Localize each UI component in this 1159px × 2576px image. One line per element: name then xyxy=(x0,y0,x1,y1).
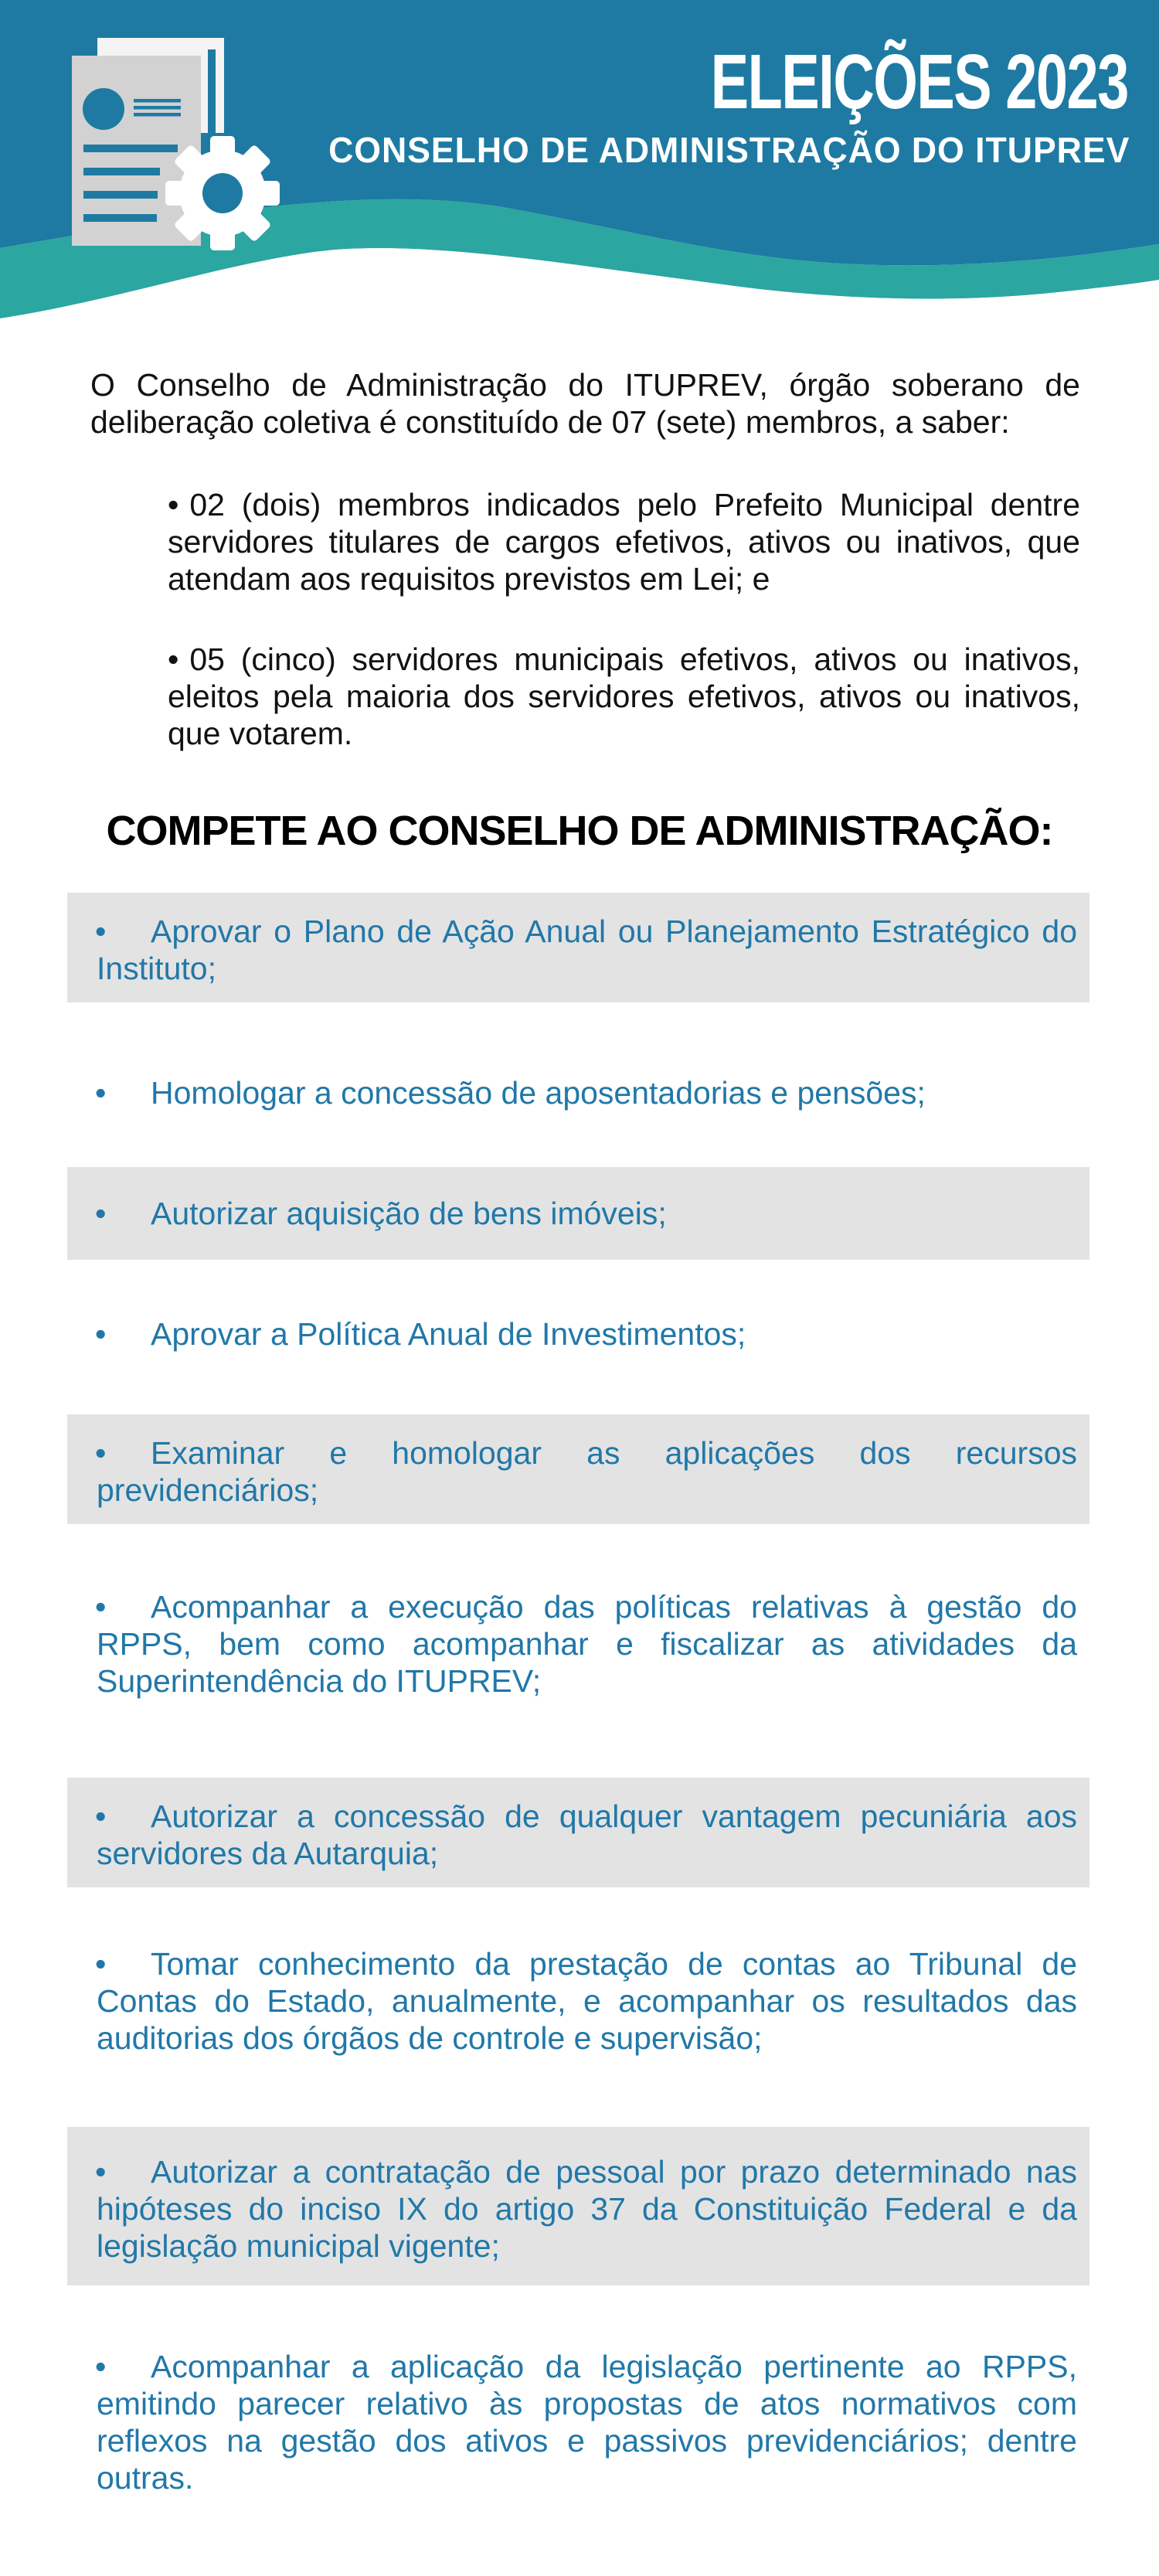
gear-icon xyxy=(165,136,280,250)
bullet-icon: • xyxy=(95,1196,107,1231)
list-item xyxy=(67,1562,1089,1715)
intro-bullet-1-text: 02 (dois) membros indicados pelo Prefeito Municipal dentre servidores titulares de cargos efetivos, ativos ou inativos, que atendam aos requisitos previstos em Lei; e xyxy=(168,487,1080,597)
list-item xyxy=(67,2322,1089,2512)
list-item xyxy=(67,1289,1089,1368)
bullet-icon: • xyxy=(95,1075,107,1111)
list-item-text: Aprovar a Política Anual de Investimentos; xyxy=(151,1316,746,1352)
list-item-text: Autorizar a contratação de pessoal por prazo determinado nas hipóteses do inciso IX do artigo 37 da Constituição Federal e da legislação municipal vigente; xyxy=(97,2154,1077,2264)
list-item-text: Homologar a concessão de aposentadorias e pensões; xyxy=(151,1075,926,1111)
intro-paragraph: O Conselho de Administração do ITUPREV, órgão soberano de deliberação coletiva é constituído de 07 (sete) membros, a saber: xyxy=(90,367,1080,440)
bullet-icon: • xyxy=(95,1589,107,1625)
page-subtitle: CONSELHO DE ADMINISTRAÇÃO DO ITUPREV xyxy=(328,130,1130,170)
list-item-text: Aprovar o Plano de Ação Anual ou Planejamento Estratégico do Instituto; xyxy=(97,914,1077,986)
list-item xyxy=(67,1414,1089,1524)
intro-bullet-2 xyxy=(168,641,1080,752)
list-item-text: Autorizar a concessão de qualquer vantagem pecuniária aos servidores da Autarquia; xyxy=(97,1798,1077,1871)
intro-bullet-2-text: 05 (cinco) servidores municipais efetivos, ativos ou inativos, eleitos pela maioria dos servidores efetivos, ativos ou inativos, que votarem. xyxy=(168,641,1080,751)
list-item-text: Acompanhar a execução das políticas relativas à gestão do RPPS, bem como acompanhar e fiscalizar as atividades da Superintendência do ITUPREV; xyxy=(97,1589,1077,1699)
list-item xyxy=(67,1778,1089,1887)
list-item-text: Tomar conhecimento da prestação de contas ao Tribunal de Contas do Estado, anualmente, e acompanhar os resultados das auditorias dos órgãos de controle e supervisão; xyxy=(97,1946,1077,2056)
list-item xyxy=(67,2127,1089,2285)
bullet-icon: • xyxy=(95,2154,107,2190)
intro-bullet-1 xyxy=(168,486,1080,597)
bullet-icon: • xyxy=(95,1798,107,1834)
list-item xyxy=(67,1919,1089,2072)
bullet-icon: • xyxy=(95,914,107,949)
list-item xyxy=(67,1167,1089,1260)
list-item-text: Examinar e homologar as aplicações dos recursos previdenciários; xyxy=(97,1435,1077,1508)
section-heading: COMPETE AO CONSELHO DE ADMINISTRAÇÃO: xyxy=(106,808,1053,854)
bullet-icon: • xyxy=(168,641,179,677)
header-banner xyxy=(0,0,1159,363)
list-item-text: Acompanhar a aplicação da legislação pertinente ao RPPS, emitindo parecer relativo às propostas de atos normativos com reflexos na gestão dos ativos e passivos previdenciários; dentre outras. xyxy=(97,2349,1077,2496)
bullet-icon: • xyxy=(95,1316,107,1352)
bullet-icon: • xyxy=(95,2349,107,2384)
page-title: ELEIÇÕES 2023 xyxy=(710,39,1128,125)
bullet-icon: • xyxy=(95,1435,107,1471)
bullet-icon: • xyxy=(95,1946,107,1982)
list-item xyxy=(67,893,1089,1002)
list-item-text: Autorizar aquisição de bens imóveis; xyxy=(151,1196,667,1231)
bullet-icon: • xyxy=(168,487,179,522)
list-item xyxy=(67,1048,1089,1127)
